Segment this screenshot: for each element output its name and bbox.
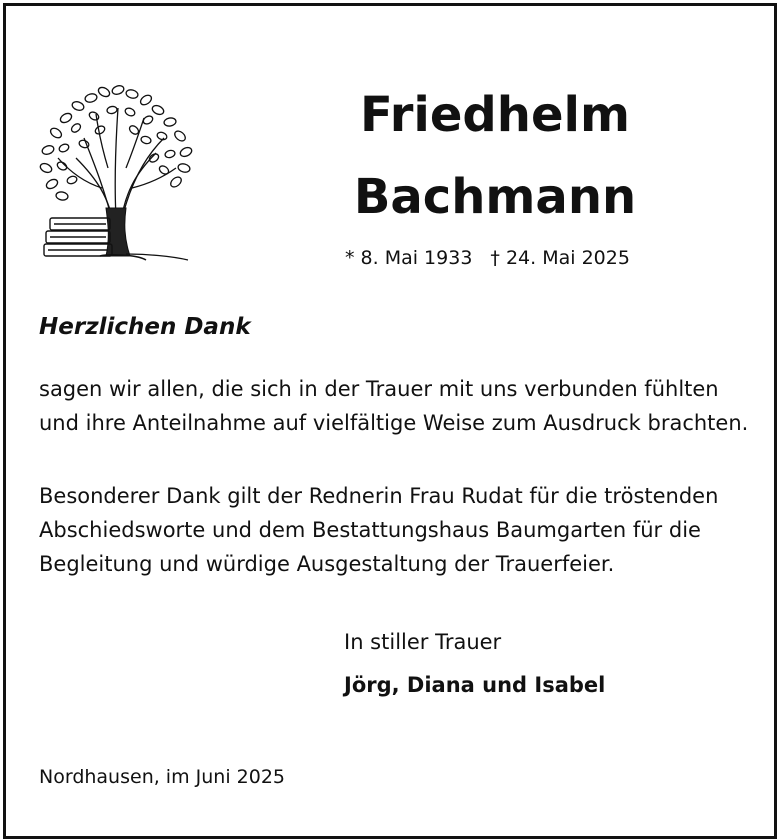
death-date: † 24. Mai 2025 bbox=[490, 247, 630, 269]
place-and-date: Nordhausen, im Juni 2025 bbox=[39, 766, 285, 788]
thanks-paragraph: sagen wir allen, die sich in der Trauer mit uns verbunden fühlten und ihre Anteilnahme auf vielfältige Weise zum Ausdruck brachten. bbox=[39, 377, 749, 435]
tree-with-books-icon bbox=[36, 78, 196, 263]
thanks-heading: Herzlichen Dank bbox=[39, 314, 251, 340]
special-thanks-paragraph: Besonderer Dank gilt der Rednerin Frau Rudat für die tröstenden Abschiedsworte und dem Bestattungshaus Baumgarten für die Begleitung und würdige Ausgestaltung der Trauerfeier. bbox=[39, 484, 719, 576]
deceased-last-name: Bachmann bbox=[353, 169, 637, 225]
deceased-first-name: Friedhelm bbox=[360, 87, 630, 143]
birth-date: * 8. Mai 1933 bbox=[345, 247, 473, 269]
closing-phrase: In stiller Trauer bbox=[344, 630, 502, 654]
life-dates bbox=[345, 247, 630, 269]
signers: Jörg, Diana und Isabel bbox=[344, 673, 606, 697]
